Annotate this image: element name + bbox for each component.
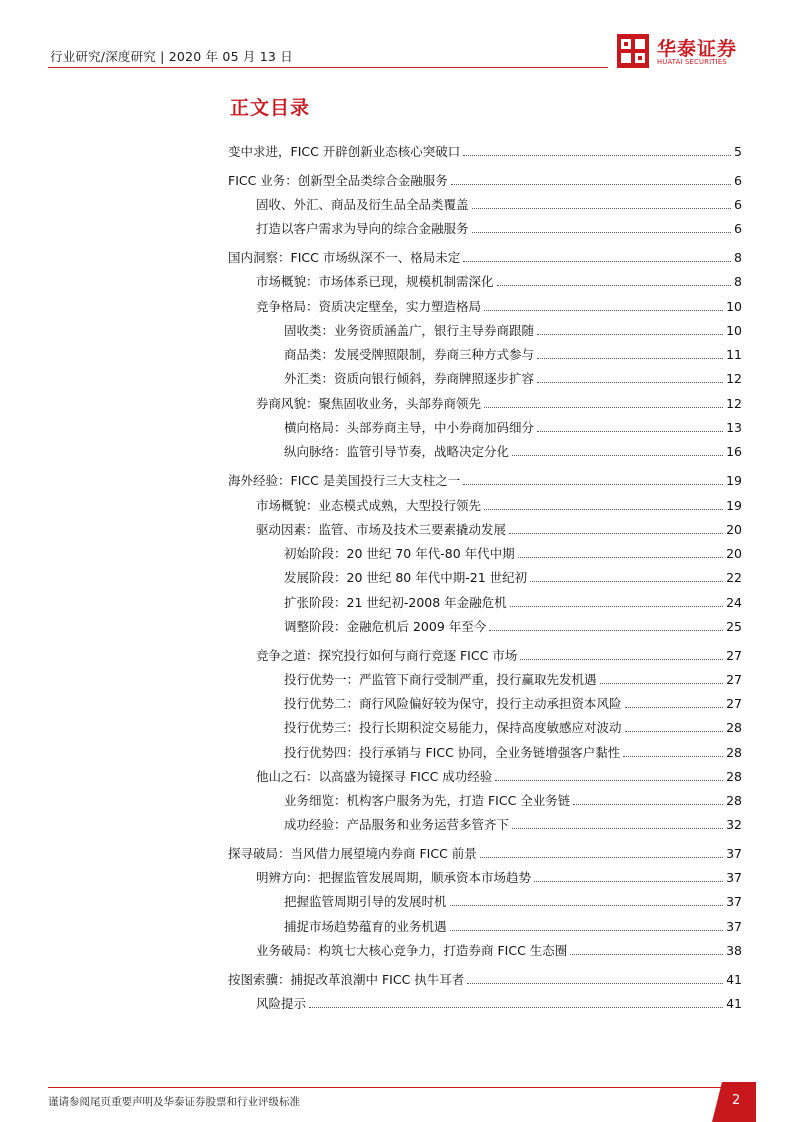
toc-entry-page: 27 [726,672,742,687]
toc-entry[interactable] [228,143,742,161]
toc-entry-page: 13 [726,420,742,435]
toc-leader-dots [489,630,723,631]
toc-entry-title: 明辨方向：把握监管发展周期，顺承资本市场趋势 [256,870,532,885]
toc-leader-dots [537,431,723,432]
toc-leader-dots [463,261,731,262]
toc-entry[interactable] [228,172,742,190]
toc-entry-title: 初始阶段：20 世纪 70 年代-80 年代中期 [284,546,515,561]
logo-english-name: HUATAI SECURITIES [657,58,727,66]
toc-entry-page: 6 [734,197,742,212]
toc-entry-title: 投行优势四：投行承销与 FICC 协同，全业务链增强客户黏性 [284,745,621,760]
toc-entry-title: 打造以客户需求为导向的综合金融服务 [256,221,469,236]
toc-entry[interactable] [284,918,742,936]
toc-leader-dots [463,155,731,156]
toc-entry[interactable] [284,695,742,713]
toc-entry-page: 28 [726,745,742,760]
toc-entry[interactable] [228,971,742,989]
page-number: 2 [732,1093,741,1108]
toc-leader-dots [480,857,723,858]
toc-entry-title: 探寻破局：当风借力展望境内券商 FICC 前景 [228,846,477,861]
toc-entry-title: 竞争格局：资质决定壁垒，实力塑造格局 [256,299,482,314]
toc-entry-page: 32 [726,817,742,832]
toc-leader-dots [509,533,723,534]
toc-entry[interactable] [284,719,742,737]
toc-entry-page: 37 [726,846,742,861]
toc-entry-page: 28 [726,793,742,808]
toc-entry-title: 驱动因素：监管、市场及技术三要素撬动发展 [256,522,507,537]
toc-entry-page: 12 [726,396,742,411]
toc-leader-dots [573,804,723,805]
toc-entry-title: 纵向脉络：监管引导节奏，战略决定分化 [284,444,510,459]
toc-leader-dots [537,358,723,359]
toc-leader-dots [484,407,723,408]
toc-entry-title: 他山之石：以高盛为镜探寻 FICC 成功经验 [256,769,493,784]
toc-entry[interactable] [284,443,742,461]
toc-leader-dots [450,905,724,906]
header-breadcrumb: 行业研究/深度研究 | 2020 年 05 月 13 日 [50,49,293,64]
toc-entry[interactable] [284,618,742,636]
toc-entry-page: 37 [726,870,742,885]
toc-entry-page: 6 [734,221,742,236]
toc-entry[interactable] [256,395,742,413]
toc-entry-title: 市场概貌：市场体系已现，规模机制需深化 [256,274,494,289]
toc-entry[interactable] [256,196,742,214]
toc-entry[interactable] [228,845,742,863]
toc-entry-title: 业务细览：机构客户服务为先，打造 FICC 全业务链 [284,793,571,808]
toc-title: 正文目录 [230,97,311,119]
toc-entry-title: 券商风貌：聚焦固收业务，头部券商领先 [256,396,482,411]
toc-leader-dots [570,954,723,955]
toc-entry-title: 风险提示 [256,996,307,1011]
toc-entry-title: FICC 业务：创新型全品类综合金融服务 [228,173,448,188]
toc-entry-title: 变中求进，FICC 开辟创新业态核心突破口 [228,144,461,159]
toc-entry-page: 24 [726,595,742,610]
toc-entry[interactable] [256,768,742,786]
toc-leader-dots [537,334,723,335]
toc-entry-page: 6 [734,173,742,188]
toc-entry-title: 投行优势二：商行风险偏好较为保守，投行主动承担资本风险 [284,696,622,711]
toc-entry-page: 25 [726,619,742,634]
toc-entry-page: 28 [726,769,742,784]
toc-entry-page: 20 [726,546,742,561]
page-number-badge [712,1082,756,1122]
toc-entry-page: 10 [726,299,742,314]
toc-entry-title: 把握监管周期引导的发展时机 [284,894,447,909]
toc-leader-dots [520,659,723,660]
toc-entry[interactable] [228,472,742,490]
toc-entry[interactable] [284,419,742,437]
toc-entry-page: 41 [726,996,742,1011]
toc-entry[interactable] [256,995,742,1013]
toc-entry-page: 20 [726,522,742,537]
toc-entry[interactable] [256,869,742,887]
logo-chinese-name: 华泰证券 [657,38,738,60]
toc-entry-page: 37 [726,919,742,934]
toc-leader-dots [623,756,723,757]
toc-entry-title: 竞争之道：探究投行如何与商行竞逐 FICC 市场 [256,648,518,663]
toc-entry-page: 19 [726,498,742,513]
toc-entry[interactable] [284,545,742,563]
toc-entry-page: 12 [726,371,742,386]
toc-leader-dots [467,983,723,984]
toc-entry-title: 国内洞察：FICC 市场纵深不一、格局未定 [228,250,461,265]
toc-entry-title: 市场概貌：业态模式成熟，大型投行领先 [256,498,482,513]
toc-entry[interactable] [256,942,742,960]
toc-leader-dots [472,232,732,233]
toc-entry[interactable] [256,220,742,238]
toc-leader-dots [309,1007,723,1008]
footer-disclaimer: 谨请参阅尾页重要声明及华泰证券股票和行业评级标准 [48,1096,300,1108]
toc-entry-page: 38 [726,943,742,958]
toc-entry[interactable] [284,816,742,834]
toc-entry[interactable] [256,497,742,515]
toc-entry-title: 调整阶段：金融危机后 2009 年至今 [284,619,487,634]
toc-leader-dots [537,382,723,383]
toc-entry-title: 固收、外汇、商品及衍生品全品类覆盖 [256,197,469,212]
toc-entry[interactable] [256,298,742,316]
toc-entry-title: 捕捉市场趋势蕴育的业务机遇 [284,919,447,934]
toc-leader-dots [625,707,724,708]
toc-entry-title: 按图索骥：捕捉改革浪潮中 FICC 执牛耳者 [228,972,465,987]
toc-entry-page: 11 [726,347,742,362]
toc-entry-page: 37 [726,894,742,909]
toc-entry-title: 投行优势一：严监管下商行受制严重，投行赢取先发机遇 [284,672,597,687]
toc-entry-title: 业务破局：构筑七大核心竞争力，打造券商 FICC 生态圈 [256,943,568,958]
toc-entry[interactable] [284,893,742,911]
toc-leader-dots [512,455,723,456]
toc-entry[interactable] [256,647,742,665]
toc-entry[interactable] [284,346,742,364]
toc-entry-page: 41 [726,972,742,987]
toc-leader-dots [495,780,723,781]
toc-leader-dots [625,731,724,732]
toc-entry-title: 固收类：业务资质涵盖广，银行主导券商跟随 [284,323,535,338]
toc-leader-dots [451,184,731,185]
toc-entry[interactable] [284,370,742,388]
toc-entry-title: 扩张阶段：21 世纪初-2008 年金融危机 [284,595,507,610]
toc-entry[interactable] [284,569,742,587]
toc-entry-page: 16 [726,444,742,459]
toc-entry-page: 19 [726,473,742,488]
toc-entry-title: 商品类：发展受牌照限制，券商三种方式参与 [284,347,535,362]
toc-entry-page: 27 [726,696,742,711]
toc-entry-title: 横向格局：头部券商主导，中小券商加码细分 [284,420,535,435]
toc-entry[interactable] [256,521,742,539]
toc-leader-dots [510,606,723,607]
toc-entry[interactable] [228,249,742,267]
toc-entry-page: 8 [734,250,742,265]
toc-entry-page: 22 [726,570,742,585]
toc-entry[interactable] [256,273,742,291]
toc-leader-dots [472,208,732,209]
toc-leader-dots [600,683,724,684]
toc-entry-page: 10 [726,323,742,338]
toc-leader-dots [512,828,723,829]
toc-leader-dots [518,557,723,558]
toc-leader-dots [484,310,723,311]
toc-entry-page: 28 [726,720,742,735]
toc-entry-page: 27 [726,648,742,663]
toc-leader-dots [497,285,732,286]
toc-entry-title: 成功经验：产品服务和业务运营多管齐下 [284,817,510,832]
toc-entry-title: 投行优势三：投行长期积淀交易能力，保持高度敏感应对波动 [284,720,622,735]
toc-entry-page: 5 [734,144,742,159]
toc-leader-dots [484,509,723,510]
toc-leader-dots [450,930,724,931]
toc-entry-title: 海外经验：FICC 是美国投行三大支柱之一 [228,473,461,488]
toc-entry[interactable] [284,671,742,689]
toc-entry-title: 外汇类：资质向银行倾斜，券商牌照逐步扩容 [284,371,535,386]
toc-entry[interactable] [284,322,742,340]
footer-divider [48,1087,743,1088]
toc-entry[interactable] [284,792,742,810]
toc-entry[interactable] [284,744,742,762]
toc-entry-title: 发展阶段：20 世纪 80 年代中期-21 世纪初 [284,570,528,585]
toc-leader-dots [463,484,723,485]
toc-leader-dots [534,881,723,882]
toc-leader-dots [530,581,723,582]
toc-entry-page: 8 [734,274,742,289]
toc-entry[interactable] [284,594,742,612]
